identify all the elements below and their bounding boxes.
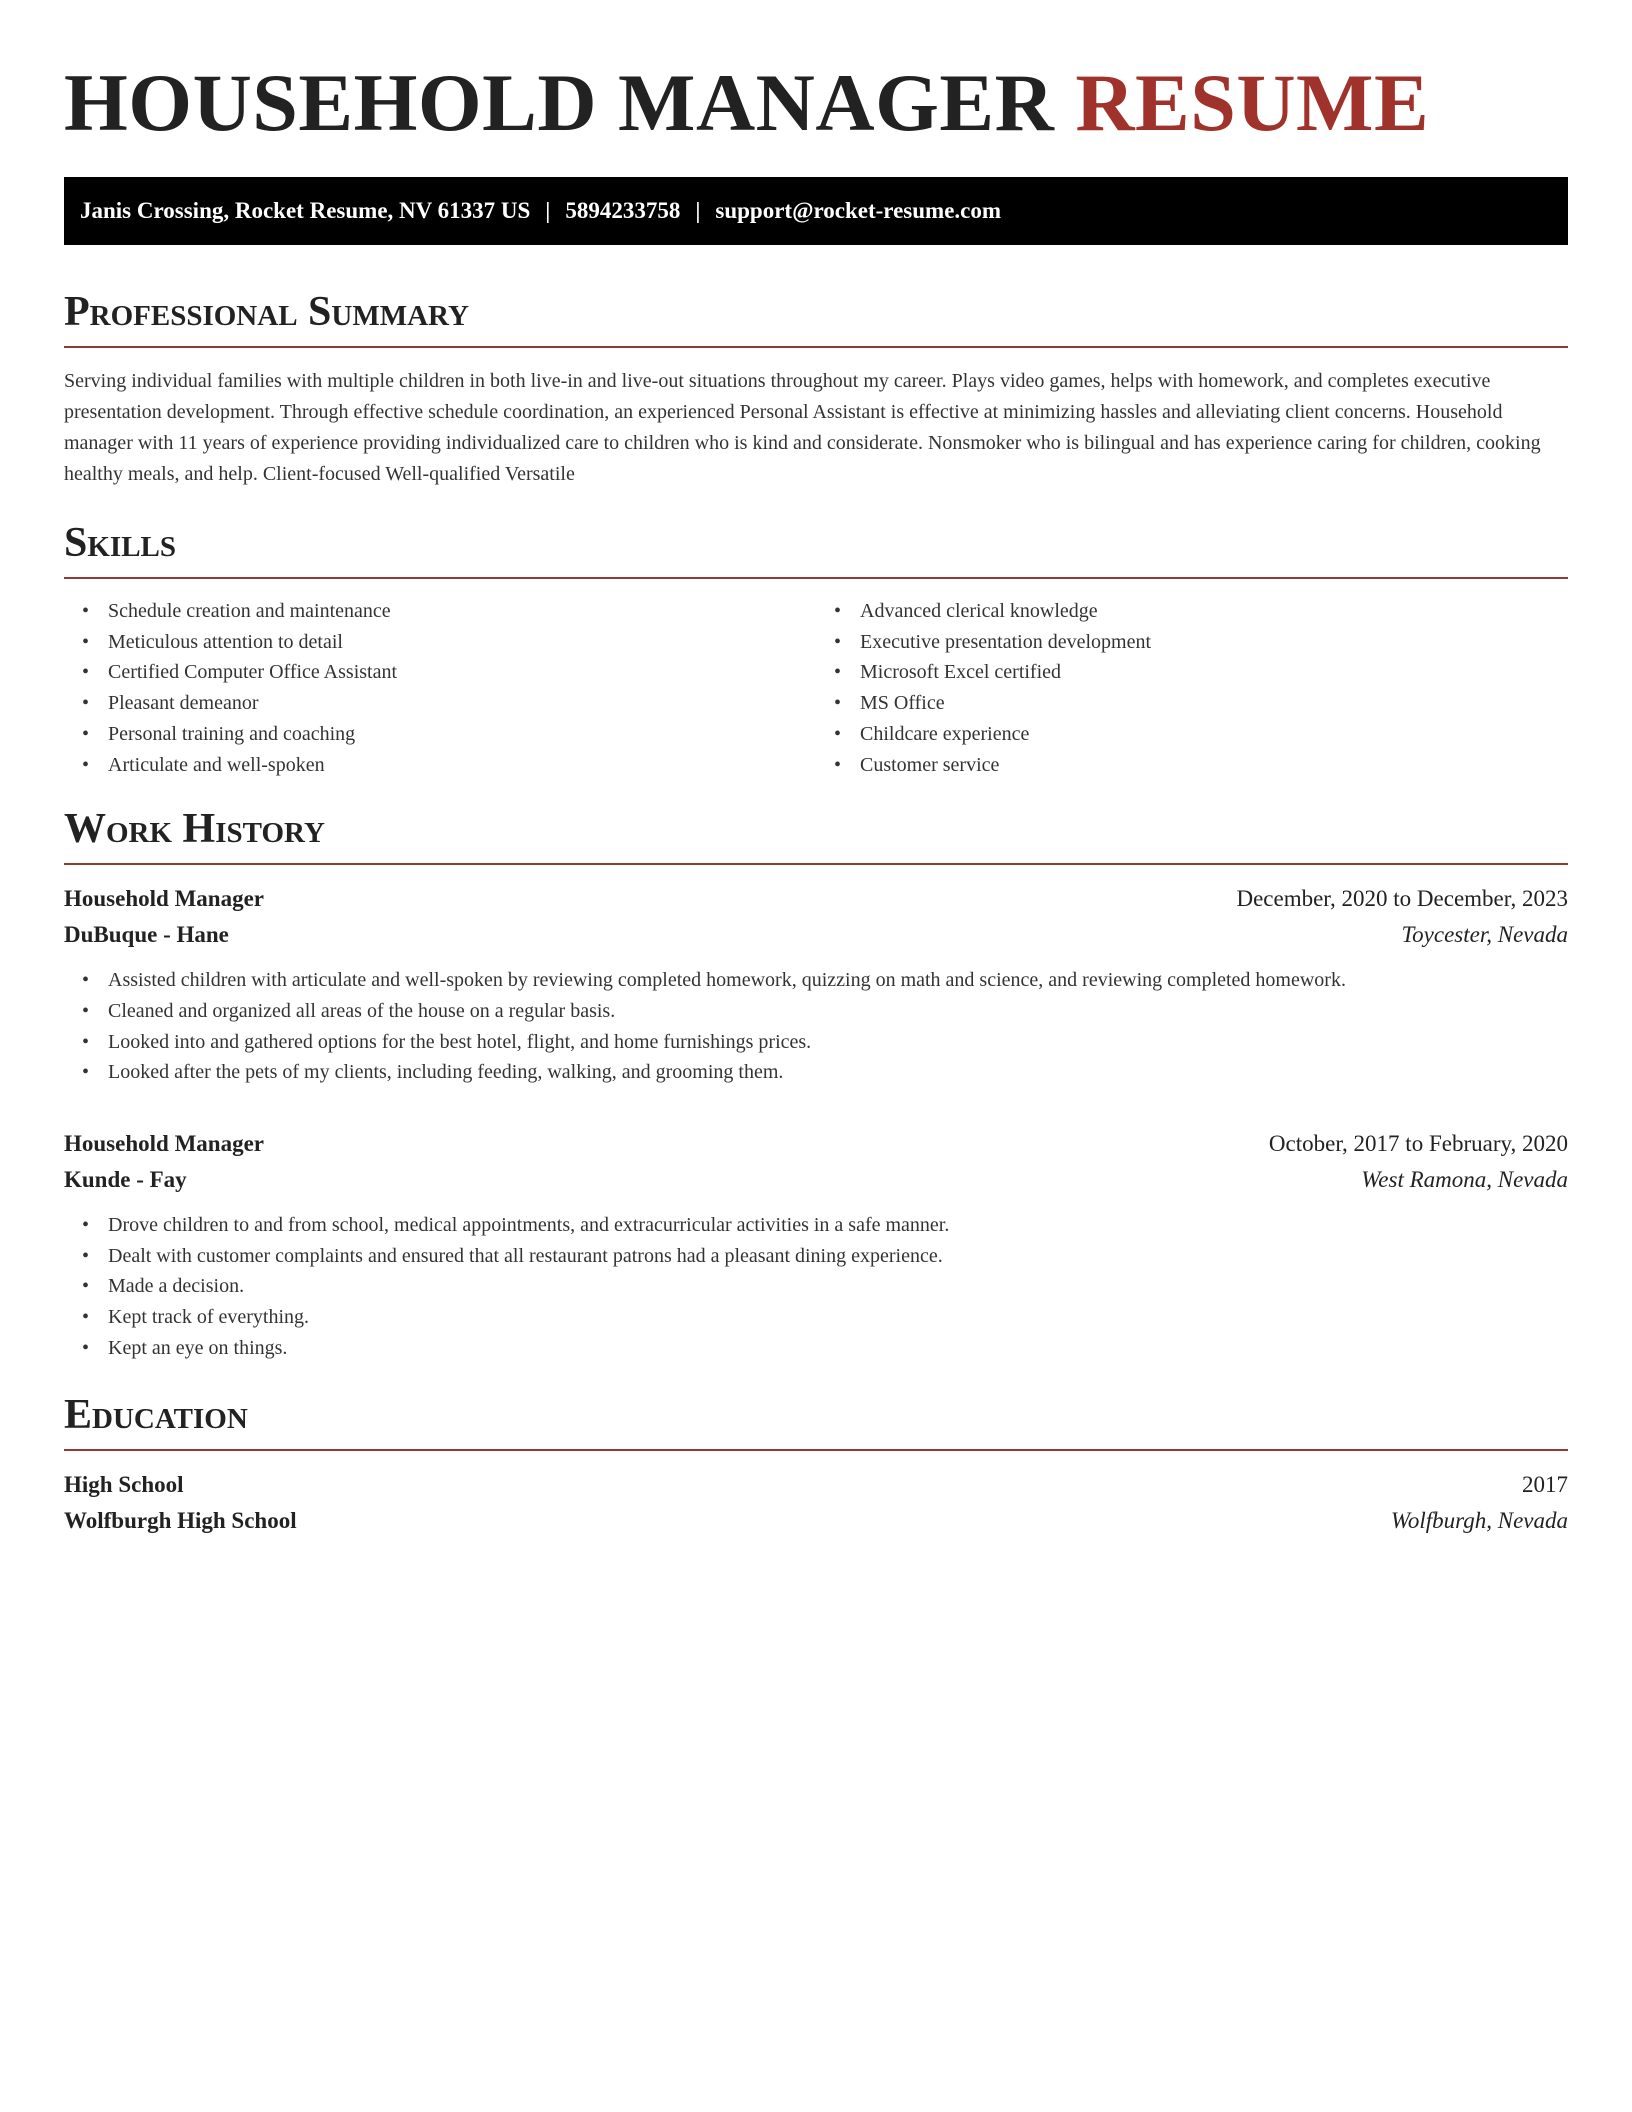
education-entry <box>64 1467 1568 1539</box>
education-year: 2017 <box>1522 1471 1568 1497</box>
skills-heading: Skills <box>64 520 177 566</box>
bullet-icon: • <box>834 630 842 653</box>
work-history-section <box>64 805 1568 1363</box>
skill-item <box>82 657 816 688</box>
skill-item <box>82 627 816 658</box>
bullet-icon: • <box>82 630 90 653</box>
skills-section <box>64 519 1568 780</box>
job-duty <box>82 965 1568 996</box>
section-divider <box>64 863 1568 865</box>
job-company: DuBuque - Hane <box>64 922 229 948</box>
contact-email: support@rocket-resume.com <box>715 198 1002 223</box>
job-duties-list <box>64 965 1568 1088</box>
education-section <box>64 1391 1568 1539</box>
skill-item <box>834 688 1568 719</box>
skill-label: Pleasant demeanor <box>108 692 259 715</box>
bullet-icon: • <box>82 1275 90 1298</box>
title-accent: RESUME <box>1075 57 1430 148</box>
section-divider <box>64 1449 1568 1451</box>
education-school-row <box>64 1503 1568 1539</box>
bullet-icon: • <box>82 1336 90 1359</box>
work-history-heading: Work History <box>64 806 325 853</box>
job-company-row <box>64 917 1568 953</box>
skill-label: Articulate and well-spoken <box>108 753 325 776</box>
skill-label: Advanced clerical knowledge <box>860 600 1098 622</box>
education-location: Wolfburgh, Nevada <box>1390 1507 1568 1533</box>
job-duty-text: Cleaned and organized all areas of the house on a regular basis. <box>108 999 616 1022</box>
job-duty-text: Dealt with customer complaints and ensured that all restaurant patrons had a pleasant dining experience. <box>108 1244 943 1267</box>
bullet-icon: • <box>82 722 90 745</box>
job-company-row <box>64 1162 1568 1198</box>
skill-label: Microsoft Excel certified <box>860 661 1062 684</box>
education-degree: High School <box>64 1471 184 1497</box>
job-entry <box>64 881 1568 1088</box>
bullet-icon: • <box>834 722 842 745</box>
job-duty <box>82 1057 1568 1088</box>
skills-list-right <box>816 596 1568 780</box>
job-duty <box>82 1333 1568 1364</box>
bullet-icon: • <box>82 600 90 622</box>
skill-label: Meticulous attention to detail <box>108 630 343 653</box>
skill-item <box>834 719 1568 750</box>
job-dates: December, 2020 to December, 2023 <box>1236 886 1568 912</box>
skill-item <box>834 750 1568 781</box>
bullet-icon: • <box>834 692 842 715</box>
job-duties-list <box>64 1210 1568 1364</box>
job-duty <box>82 1302 1568 1333</box>
summary-heading: Professional Summary <box>64 289 469 335</box>
skill-item <box>82 719 816 750</box>
summary-section <box>64 288 1568 490</box>
job-location: West Ramona, Nevada <box>1361 1167 1568 1193</box>
skills-grid <box>64 596 1568 780</box>
skill-label: Personal training and coaching <box>108 722 356 745</box>
bullet-icon: • <box>82 969 90 992</box>
job-duty <box>82 1241 1568 1272</box>
job-duty <box>82 996 1568 1027</box>
bullet-icon: • <box>82 1061 90 1084</box>
skills-column-left <box>64 596 816 780</box>
skill-item <box>82 596 816 627</box>
bullet-icon: • <box>834 600 842 622</box>
skill-item <box>834 657 1568 688</box>
job-company: Kunde - Fay <box>64 1167 187 1193</box>
section-divider <box>64 577 1568 579</box>
contact-separator: | <box>545 198 551 223</box>
skill-label: Childcare experience <box>860 722 1030 745</box>
bullet-icon: • <box>82 1030 90 1053</box>
bullet-icon: • <box>834 753 842 776</box>
contact-address: Janis Crossing, Rocket Resume, NV 61337 US <box>80 198 531 223</box>
resume-title <box>64 56 1568 150</box>
skill-label: MS Office <box>860 692 945 715</box>
contact-bar <box>64 177 1568 245</box>
job-duty <box>82 1210 1568 1241</box>
job-duty-text: Looked after the pets of my clients, including feeding, walking, and grooming them. <box>108 1061 784 1084</box>
job-dates: October, 2017 to February, 2020 <box>1268 1131 1568 1157</box>
contact-phone: 5894233758 <box>565 198 681 223</box>
skill-label: Customer service <box>860 753 1000 776</box>
bullet-icon: • <box>82 753 90 776</box>
bullet-icon: • <box>82 692 90 715</box>
job-title: Household Manager <box>64 1131 264 1157</box>
job-duty-text: Kept track of everything. <box>108 1306 310 1329</box>
skill-item <box>82 750 816 781</box>
summary-text: Serving individual families with multiple children in both live-in and live-out situations throughout my career. Plays video games, helps with homework, and completes executive presentation development. Through effective schedule coordination, an experienced Personal Assistant is effective at minimizing hassles and alleviating client concerns. Household manager with 11 years of experience providing individualized care to children who is kind and considerate. Nonsmoker who is bilingual and has experience caring for children, cooking healthy meals, and help. Client-focused Well-qualified Versatile <box>64 370 1541 485</box>
job-entry <box>64 1126 1568 1364</box>
skill-item <box>834 596 1568 627</box>
education-school: Wolfburgh High School <box>64 1507 297 1533</box>
bullet-icon: • <box>82 1244 90 1267</box>
bullet-icon: • <box>82 999 90 1022</box>
job-duty-text: Assisted children with articulate and well-spoken by reviewing completed homework, quizzing on math and science, and reviewing completed homework. <box>108 969 1346 992</box>
skill-label: Certified Computer Office Assistant <box>108 661 398 684</box>
bullet-icon: • <box>82 1214 90 1237</box>
skill-label: Schedule creation and maintenance <box>108 600 391 622</box>
skill-item <box>834 627 1568 658</box>
job-duty-text: Made a decision. <box>108 1275 245 1298</box>
contact-separator: | <box>695 198 701 223</box>
job-title: Household Manager <box>64 886 264 912</box>
skill-label: Executive presentation development <box>860 630 1152 653</box>
job-duty-text: Drove children to and from school, medical appointments, and extracurricular activities in a safe manner. <box>108 1214 950 1237</box>
education-heading: Education <box>64 1391 248 1438</box>
section-divider <box>64 346 1568 348</box>
title-main: HOUSEHOLD MANAGER <box>64 57 1055 148</box>
skills-column-right <box>816 596 1568 780</box>
job-header-row <box>64 1126 1568 1162</box>
job-location: Toycester, Nevada <box>1401 922 1568 948</box>
job-header-row <box>64 881 1568 917</box>
skill-item <box>82 688 816 719</box>
skills-list-left <box>64 596 816 780</box>
bullet-icon: • <box>834 661 842 684</box>
job-duty <box>82 1027 1568 1058</box>
job-duty-text: Looked into and gathered options for the best hotel, flight, and home furnishings prices. <box>108 1030 812 1053</box>
bullet-icon: • <box>82 661 90 684</box>
job-duty-text: Kept an eye on things. <box>108 1336 288 1359</box>
education-header-row <box>64 1467 1568 1503</box>
job-duty <box>82 1271 1568 1302</box>
bullet-icon: • <box>82 1306 90 1329</box>
